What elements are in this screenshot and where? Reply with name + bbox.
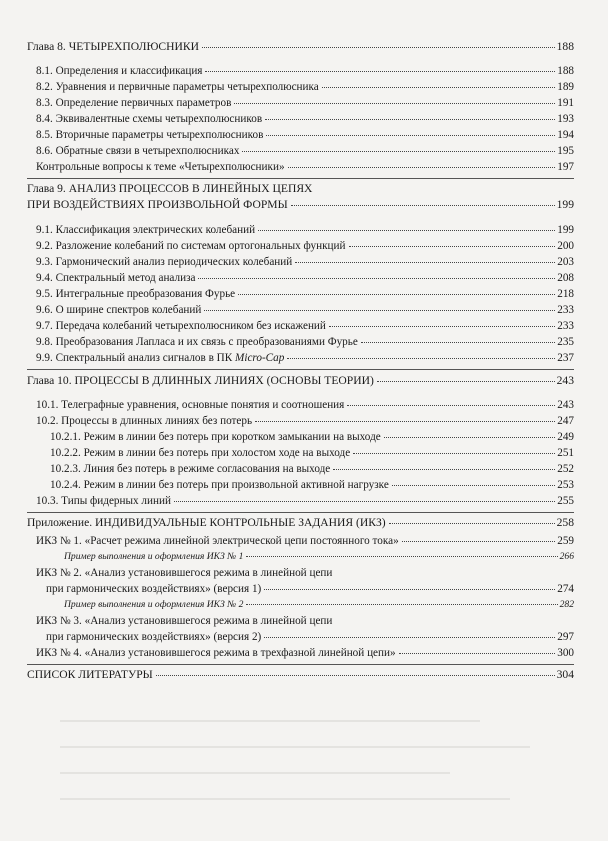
toc-title: при гармонических воздействиях» (версия 2)	[46, 631, 262, 643]
toc-entry	[36, 287, 574, 301]
leader-dots	[264, 637, 555, 638]
toc-title: 9.3. Гармонический анализ периодических колебаний	[36, 256, 293, 268]
toc-title: Контрольные вопросы к теме «Четырехполюсники»	[36, 161, 285, 173]
toc-entry	[36, 239, 574, 253]
toc-page-number: 253	[557, 479, 574, 491]
leader-dots	[255, 421, 555, 422]
toc-page-number: 191	[557, 97, 574, 109]
toc-page-number: 193	[557, 113, 574, 125]
toc-page-number: 199	[557, 224, 574, 236]
leader-dots	[204, 310, 555, 311]
toc-entry-example	[64, 550, 574, 564]
leader-dots	[258, 230, 555, 231]
toc-title: СПИСОК ЛИТЕРАТУРЫ	[27, 668, 153, 681]
leader-dots	[202, 47, 555, 48]
bleed-through	[60, 798, 510, 800]
leader-dots	[349, 246, 556, 247]
leader-dots	[156, 675, 555, 676]
toc-page-number: 235	[557, 336, 574, 348]
toc-title-line1: ИКЗ № 2. «Анализ установившегося режима в линейной цепи	[36, 567, 333, 579]
toc-entry	[36, 112, 574, 126]
leader-dots	[392, 485, 555, 486]
toc-page-number: 194	[557, 129, 574, 141]
leader-dots	[266, 135, 555, 136]
divider	[27, 178, 574, 179]
bleed-through	[60, 746, 530, 748]
toc-page-number: 259	[557, 535, 574, 547]
toc-page-number: 233	[557, 304, 574, 316]
toc-entry	[36, 319, 574, 333]
toc-entry	[46, 582, 574, 596]
leader-dots	[295, 262, 555, 263]
toc-page-number: 297	[557, 631, 574, 643]
toc-entry	[50, 462, 574, 476]
leader-dots	[384, 437, 555, 438]
toc-page-number: 251	[557, 447, 574, 459]
leader-dots	[205, 71, 555, 72]
leader-dots	[353, 453, 555, 454]
toc-entry	[36, 414, 574, 428]
leader-dots	[242, 151, 555, 152]
toc-title: Глава 8. ЧЕТЫРЕХПОЛЮСНИКИ	[27, 40, 199, 53]
toc-entry	[36, 494, 574, 508]
toc-title: 8.3. Определение первичных параметров	[36, 97, 232, 109]
toc-page-number: 282	[559, 599, 574, 610]
leader-dots	[322, 87, 555, 88]
toc-page-number: 266	[559, 551, 574, 562]
toc-page-number: 243	[556, 374, 574, 387]
toc-entry-ch8	[27, 40, 574, 54]
toc-title-line1: ИКЗ № 3. «Анализ установившегося режима в линейной цепи	[36, 615, 333, 627]
leader-dots	[265, 119, 555, 120]
toc-title-line1: Глава 9. АНАЛИЗ ПРОЦЕССОВ В ЛИНЕЙНЫХ ЦЕПЯХ	[27, 182, 313, 195]
leader-dots	[238, 294, 555, 295]
toc-title: 8.1. Определения и классификация	[36, 65, 203, 77]
divider	[27, 512, 574, 513]
toc-page-number: 247	[557, 415, 574, 427]
toc-entry-ch9	[27, 198, 574, 212]
toc-entry	[36, 64, 574, 78]
toc-page-number: 249	[557, 431, 574, 443]
toc-entry	[36, 160, 574, 174]
toc-title: 10.1. Телеграфные уравнения, основные понятия и соотношения	[36, 399, 345, 411]
leader-dots	[291, 205, 555, 206]
toc-title: 8.6. Обратные связи в четырехполюсниках	[36, 145, 240, 157]
leader-dots	[198, 278, 555, 279]
leader-dots	[174, 501, 555, 502]
leader-dots	[287, 358, 555, 359]
toc-title: 9.4. Спектральный метод анализа	[36, 272, 196, 284]
bleed-through	[60, 772, 450, 774]
toc-title: 9.1. Классификация электрических колебаний	[36, 224, 256, 236]
toc-page-number: 188	[557, 65, 574, 77]
toc-title: при гармонических воздействиях» (версия 1)	[46, 583, 262, 595]
leader-dots	[361, 342, 555, 343]
toc-title-text: 9.9. Спектральный анализ сигналов в ПК	[36, 352, 236, 364]
toc-title: Пример выполнения и оформления ИКЗ № 1	[64, 551, 244, 562]
toc-title: 8.5. Вторичные параметры четырехполюсников	[36, 129, 264, 141]
leader-dots	[288, 167, 556, 168]
toc-entry	[50, 478, 574, 492]
toc-page-number: 255	[557, 495, 574, 507]
toc-entry	[36, 255, 574, 269]
toc-entry	[36, 534, 574, 548]
toc-page-number: 243	[557, 399, 574, 411]
toc-title: ИКЗ № 1. «Расчет режима линейной электрической цепи постоянного тока»	[36, 535, 399, 547]
toc-page-number: 200	[557, 240, 574, 252]
divider	[27, 369, 574, 370]
toc-page-number: 218	[557, 288, 574, 300]
toc-page-number: 208	[557, 272, 574, 284]
toc-title	[36, 351, 284, 365]
leader-dots	[329, 326, 555, 327]
bleed-through	[60, 720, 480, 722]
toc-entry	[46, 630, 574, 644]
leader-dots	[399, 653, 556, 654]
toc-entry	[36, 223, 574, 237]
toc-page-number: 274	[557, 583, 574, 595]
toc-title: 9.6. О ширине спектров колебаний	[36, 304, 202, 316]
toc-entry	[36, 398, 574, 412]
toc-page-number: 203	[557, 256, 574, 268]
toc-title: Приложение. ИНДИВИДУАЛЬНЫЕ КОНТРОЛЬНЫЕ ЗАДАНИЯ (ИКЗ)	[27, 516, 386, 529]
leader-dots	[377, 381, 555, 382]
toc-title: 9.7. Передача колебаний четырехполюсником без искажений	[36, 320, 326, 332]
toc-entry-references	[27, 668, 574, 682]
toc-entry	[36, 80, 574, 94]
leader-dots	[389, 523, 555, 524]
divider	[27, 664, 574, 665]
toc-page-number: 304	[556, 668, 574, 681]
toc-title: ПРИ ВОЗДЕЙСТВИЯХ ПРОИЗВОЛЬНОЙ ФОРМЫ	[27, 198, 288, 211]
toc-page-number: 237	[557, 352, 574, 364]
toc-title: 10.2.1. Режим в линии без потерь при коротком замыкании на выходе	[50, 431, 381, 443]
toc-title: 8.4. Эквивалентные схемы четырехполюсников	[36, 113, 263, 125]
toc-title: Пример выполнения и оформления ИКЗ № 2	[64, 599, 244, 610]
leader-dots	[234, 103, 555, 104]
toc-entry	[36, 303, 574, 317]
leader-dots	[333, 469, 555, 470]
toc-title: 9.8. Преобразования Лапласа и их связь с преобразованиями Фурье	[36, 336, 358, 348]
toc-title: 10.2.4. Режим в линии без потерь при произвольной активной нагрузке	[50, 479, 389, 491]
toc-entry	[36, 128, 574, 142]
toc-page-number: 189	[557, 81, 574, 93]
toc-page-number: 252	[557, 463, 574, 475]
toc-page-number: 300	[557, 647, 574, 659]
toc-title: 10.2.2. Режим в линии без потерь при холостом ходе на выходе	[50, 447, 351, 459]
toc-entry	[36, 271, 574, 285]
toc-title: ИКЗ № 4. «Анализ установившегося режима в трехфазной линейной цепи»	[36, 647, 396, 659]
leader-dots	[246, 556, 557, 557]
toc-title: 10.2. Процессы в длинных линиях без потерь	[36, 415, 253, 427]
toc-entry	[36, 351, 574, 365]
toc-entry	[36, 646, 574, 660]
toc-entry-ch10	[27, 374, 574, 388]
leader-dots	[402, 541, 556, 542]
toc-entry	[36, 96, 574, 110]
leader-dots	[246, 604, 557, 605]
leader-dots	[347, 405, 555, 406]
toc-page-number: 195	[557, 145, 574, 157]
toc-title-italic: Micro-Cap	[235, 352, 285, 364]
toc-entry-example	[64, 598, 574, 612]
toc-title: 8.2. Уравнения и первичные параметры четырехполюсника	[36, 81, 319, 93]
toc-entry	[50, 430, 574, 444]
toc-page-number: 199	[556, 198, 574, 211]
toc-entry-appendix	[27, 516, 574, 530]
leader-dots	[264, 589, 555, 590]
toc-title: 10.2.3. Линия без потерь в режиме согласования на выходе	[50, 463, 331, 475]
toc-page-number: 188	[556, 40, 574, 53]
toc-title: 9.5. Интегральные преобразования Фурье	[36, 288, 236, 300]
toc-title: Глава 10. ПРОЦЕССЫ В ДЛИННЫХ ЛИНИЯХ (ОСНОВЫ ТЕОРИИ)	[27, 374, 374, 387]
toc-entry	[50, 446, 574, 460]
toc-title: 10.3. Типы фидерных линий	[36, 495, 171, 507]
toc-title: 9.2. Разложение колебаний по системам ортогональных функций	[36, 240, 346, 252]
toc-page-number: 258	[556, 516, 574, 529]
toc-page-number: 197	[557, 161, 574, 173]
toc-page-number: 233	[557, 320, 574, 332]
toc-entry	[36, 335, 574, 349]
toc-entry	[36, 144, 574, 158]
